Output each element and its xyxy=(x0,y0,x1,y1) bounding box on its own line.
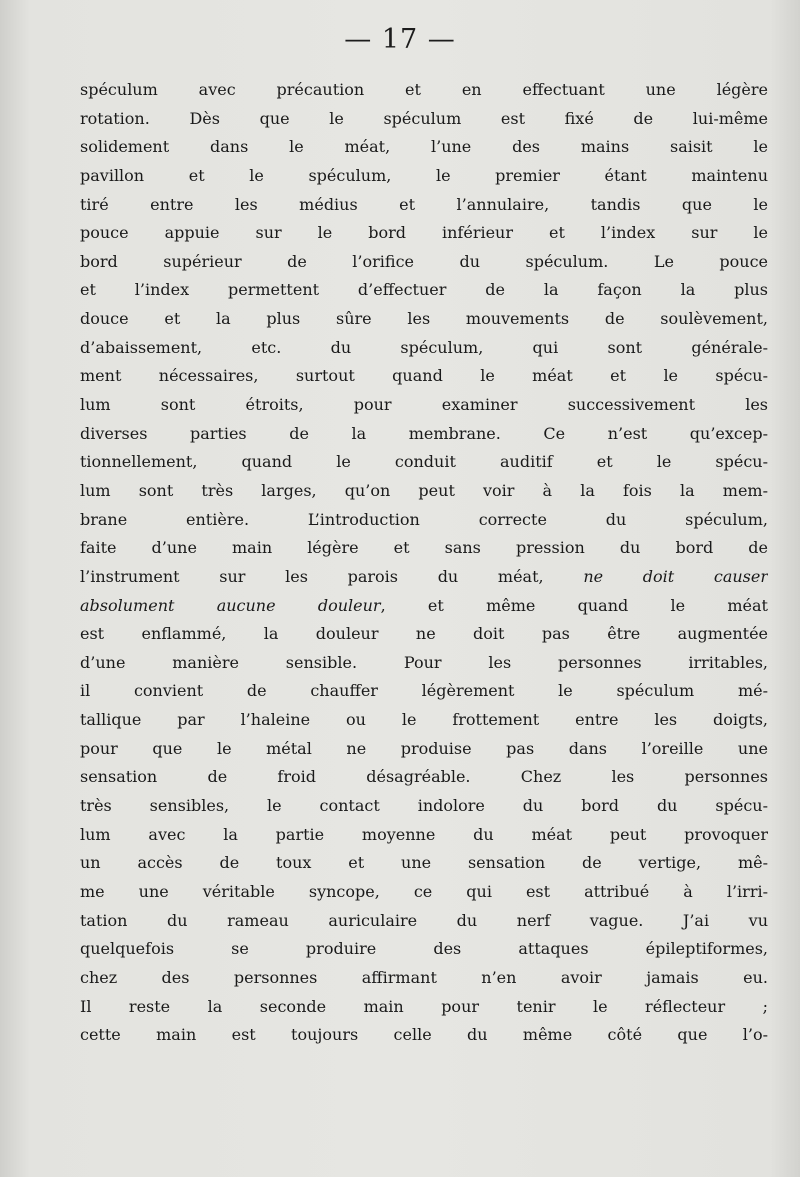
text-line-1: spéculum avec précaution et en effectuant une légère xyxy=(80,80,768,99)
text-line-25: sensation de froid désagréable. Chez les personnes xyxy=(80,767,768,787)
text-line-15: lum sont très larges, qu’on peut voir à la fois la mem- xyxy=(80,480,768,500)
text-line-24: pour que le métal ne produise pas dans l’oreille une xyxy=(80,738,768,758)
text-line-17: faite d’une main légère et sans pression du bord de xyxy=(80,538,768,558)
text-line-10: d’abaissement, etc. du spéculum, qui sont générale- xyxy=(80,337,768,357)
text-line-22: il convient de chauffer légèrement le spéculum mé- xyxy=(80,681,768,701)
text-line-27: lum avec la partie moyenne du méat peut provoquer xyxy=(80,824,768,844)
text-line-14: tionnellement, quand le conduit auditif et le spécu- xyxy=(80,452,768,472)
text-line-29: me une véritable syncope, ce qui est attribué à l’irri- xyxy=(80,881,768,901)
text-line-33: Il reste la seconde main pour tenir le réflecteur ; xyxy=(80,996,768,1016)
text-line-28: un accès de toux et une sensation de vertige, mê- xyxy=(80,853,768,873)
text-line-7: bord supérieur de l’orifice du spéculum. Le pouce xyxy=(80,251,768,271)
text-line-23: tallique par l’haleine ou le frottement entre les doigts, xyxy=(80,710,768,730)
text-line-8: et l’index permettent d’effectuer de la façon la plus xyxy=(80,280,768,300)
text-line-2: rotation. Dès que le spéculum est fixé de lui-même xyxy=(80,108,768,128)
text-line-16: brane entière. L’introduction correcte du spéculum, xyxy=(80,509,768,529)
text-line-12: lum sont étroits, pour examiner successivement les xyxy=(80,395,768,415)
text-line-3: solidement dans le méat, l’une des mains saisit le xyxy=(80,137,768,157)
body-text xyxy=(80,76,768,1050)
text-line-31: quelquefois se produire des attaques épileptiformes, xyxy=(80,939,768,959)
text-line-34: cette main est toujours celle du même côté que l’o- xyxy=(80,1025,768,1045)
text-line-30: tation du rameau auriculaire du nerf vague. J’ai vu xyxy=(80,910,768,930)
text-line-4: pavillon et le spéculum, le premier étant maintenu xyxy=(80,165,768,185)
emphasis-text: absolument aucune douleur xyxy=(80,595,381,615)
text-line-5: tiré entre les médius et l’annulaire, tandis que le xyxy=(80,194,768,214)
text-line-20: est enflammé, la douleur ne doit pas être augmentée xyxy=(80,624,768,644)
text-line-9: douce et la plus sûre les mouvements de soulèvement, xyxy=(80,309,768,329)
text-line-32: chez des personnes affirmant n’en avoir jamais eu. xyxy=(80,967,768,987)
emphasis-text: ne doit causer xyxy=(583,566,768,586)
text-line-6: pouce appuie sur le bord inférieur et l’index sur le xyxy=(80,223,768,243)
text-line-11: ment nécessaires, surtout quand le méat et le spécu- xyxy=(80,366,768,386)
text-line-18: l’instrument sur les parois du méat, ne doit causer xyxy=(80,566,768,586)
text-line-26: très sensibles, le contact indolore du bord du spécu- xyxy=(80,796,768,816)
page-number: — 17 — xyxy=(344,24,456,55)
text-line-19: absolument aucune douleur, et même quand le méat xyxy=(80,595,768,615)
text-line-13: diverses parties de la membrane. Ce n’est qu’excep- xyxy=(80,423,768,443)
text-line-21: d’une manière sensible. Pour les personnes irritables, xyxy=(80,652,768,672)
